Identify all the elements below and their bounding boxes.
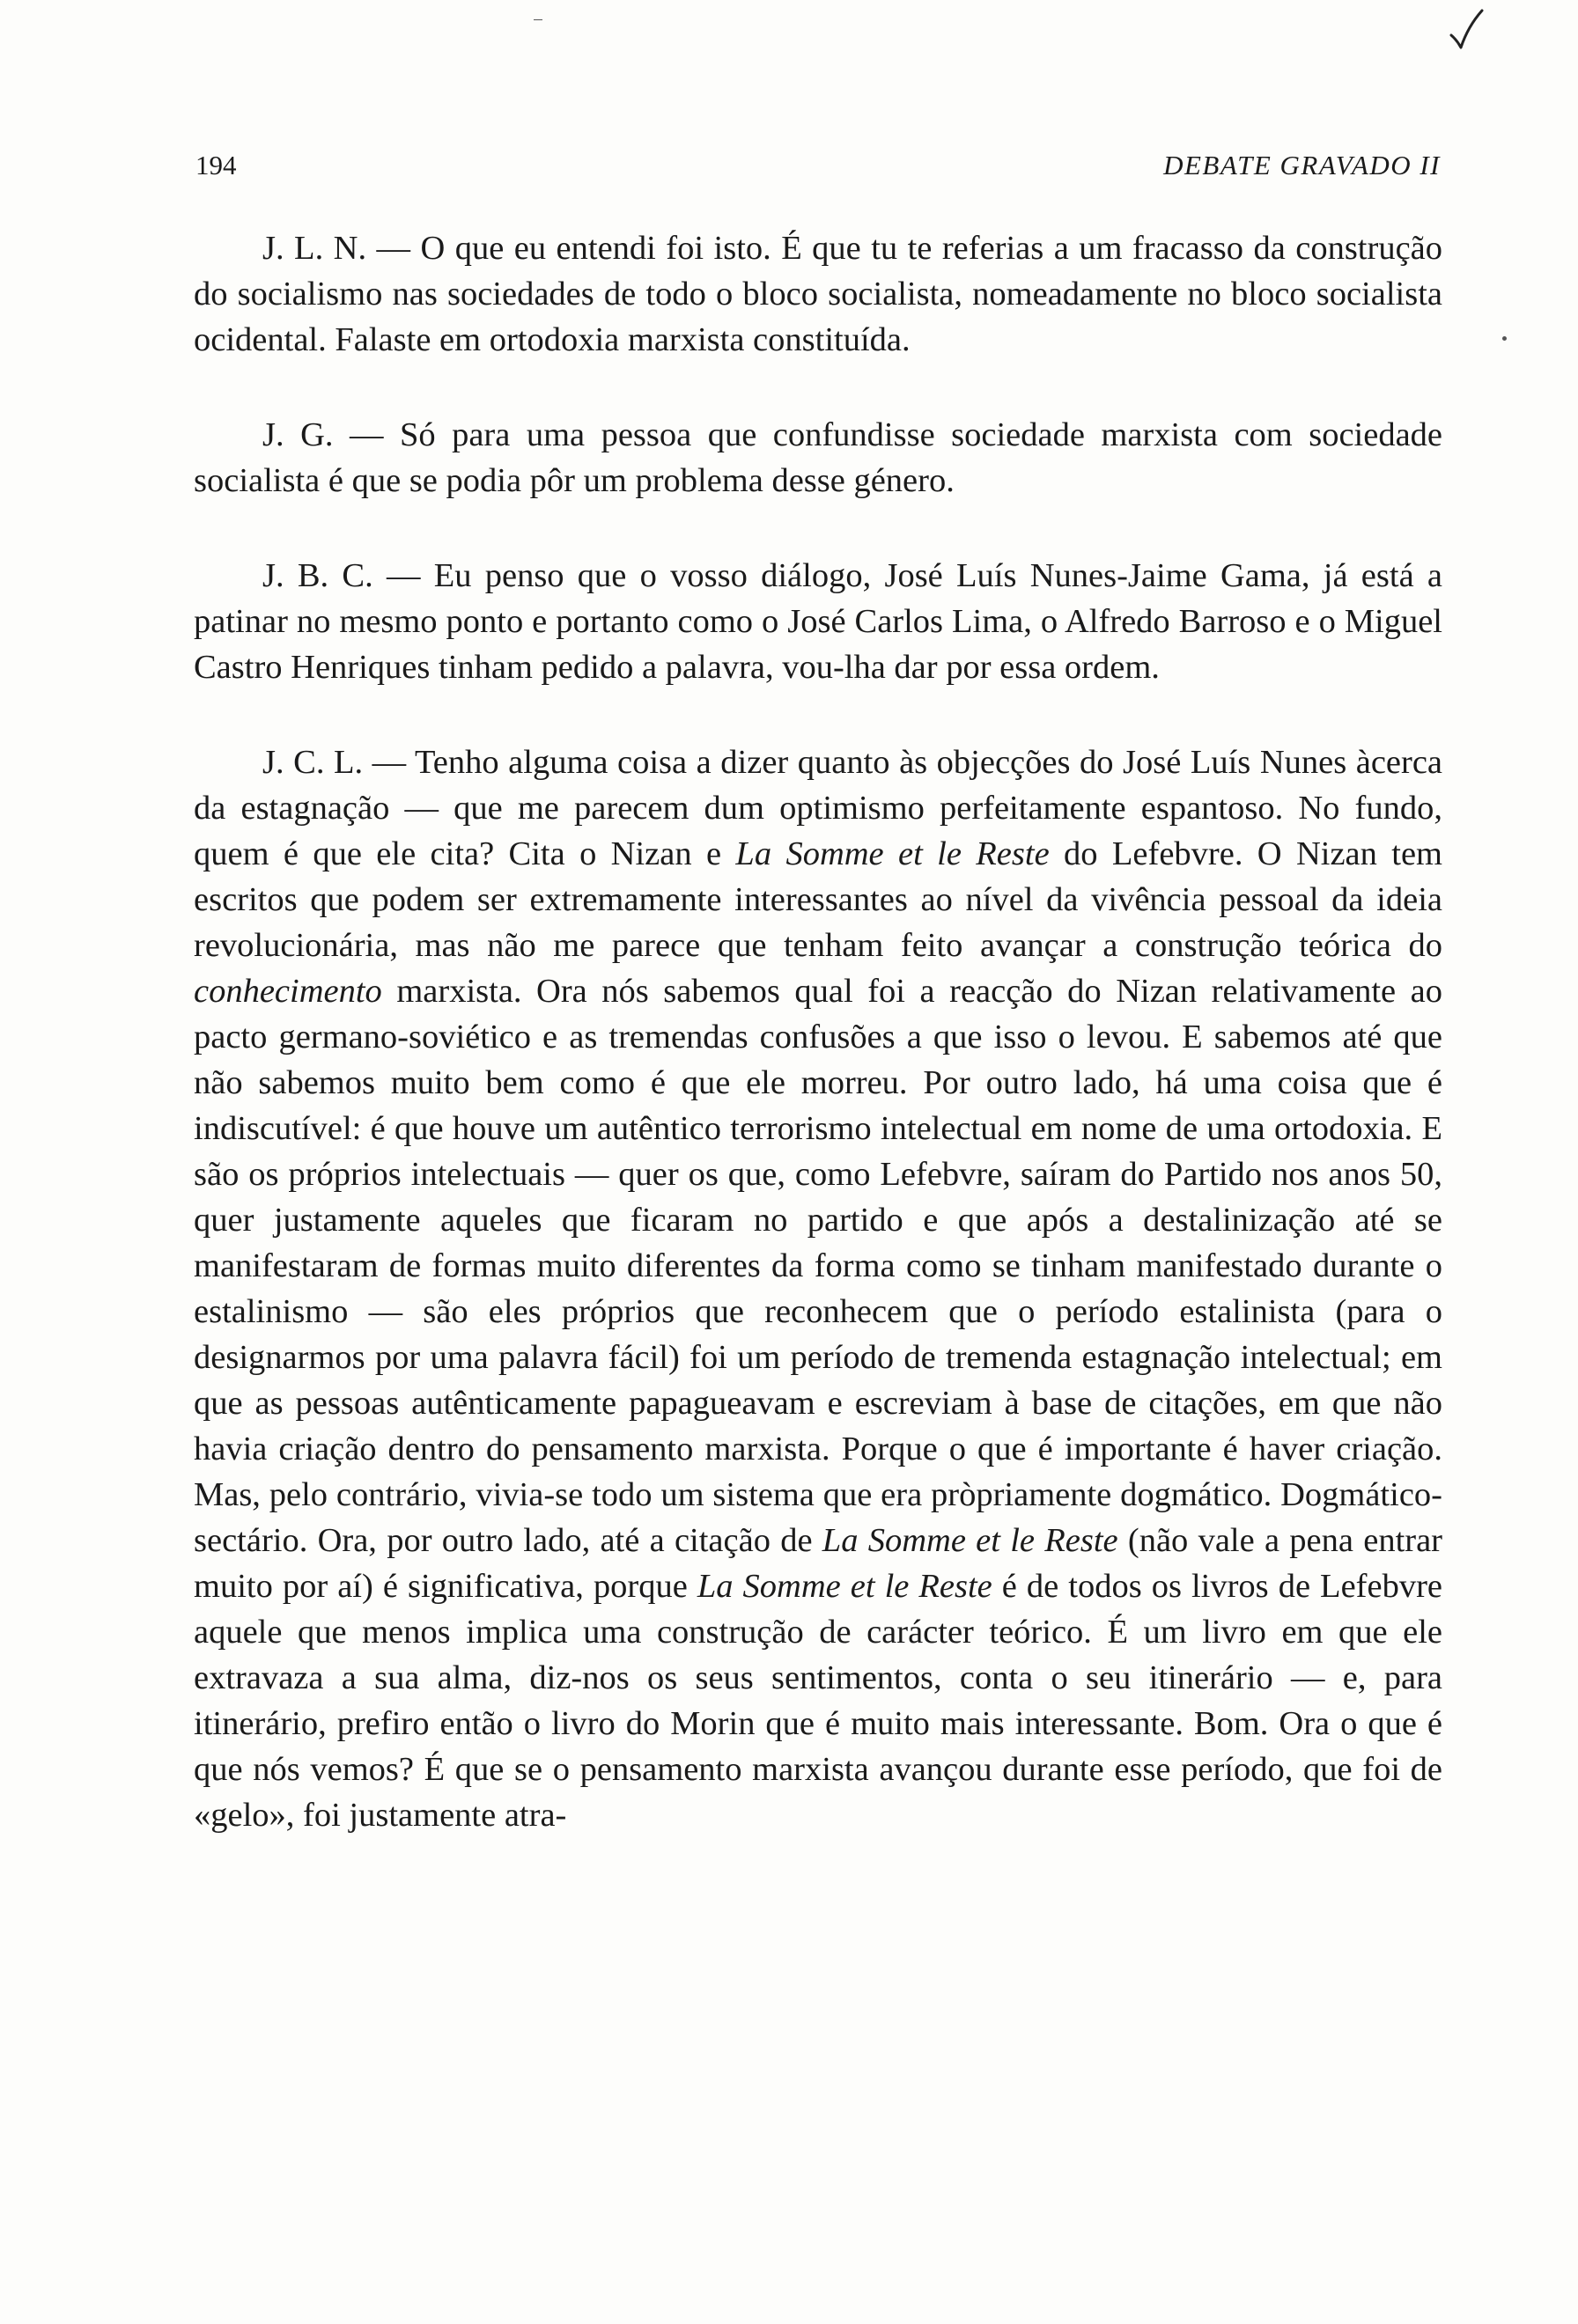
paragraph-text: marxista. Ora nós sabemos qual foi a reacção do Nizan relativamente ao pacto germano-soviético e as tremendas confusões a que isso o levou. E sabemos até que não sabemos muito bem como é que ele morreu. Por outro lado, há uma coisa que é indiscutível: é que houve um autêntico terrorismo intelectual em nome de uma ortodoxia. E são os próprios intelectuais — quer os que, como Lefebvre, saíram do Partido nos anos 50, quer justamente aqueles que ficaram no partido e que após a destalinização até se manifestaram de formas muito diferentes da forma como se tinham manifestado durante o estalinismo — são eles próprios que reconhecem que o período estalinista (para o designarmos por uma palavra fácil) foi um período de tremenda estagnação intelectual; em que as pessoas autênticamente papagueavam e escreviam à base de citações, em que não havia criação dentro do pensamento marxista. Porque o que é importante é haver criação. Mas, pelo contrário, vivia-se todo um sistema que era pròpriamente dogmático. Dogmático-sectário. Ora, por outro lado, até a citação de — [194, 973, 1442, 1559]
book-title: La Somme et le Reste — [697, 1568, 992, 1605]
paragraph-jln — [194, 225, 1442, 363]
paragraph-jbc — [194, 553, 1442, 690]
scan-speck — [534, 19, 542, 20]
book-title: La Somme et le Reste — [735, 835, 1050, 872]
body-text — [194, 225, 1442, 1838]
paragraph-text: J. L. N. — O que eu entendi foi isto. É que tu te referias a um fracasso da construção do socialismo nas sociedades de todo o bloco socialista, nomeadamente no bloco socialista ocidental. Falaste em ortodoxia marxista constituída. — [194, 230, 1442, 358]
paragraph-text: (não vale a pena entrar muito por aí) é significativa, porque — [194, 1522, 1442, 1605]
emphasis-text: conhecimento — [194, 973, 382, 1010]
paragraph-text: J. C. L. — Tenho alguma coisa a dizer quanto às objecções do José Luís Nunes àcerca da estagnação — que me parecem dum optimismo perfeitamente espantoso. No fundo, quem é que ele cita? Cita o Nizan e — [194, 744, 1442, 872]
book-title: La Somme et le Reste — [822, 1522, 1118, 1559]
paragraph-text: J. B. C. — Eu penso que o vosso diálogo, José Luís Nunes-Jaime Gama, já está a patinar no mesmo ponto e portanto como o José Carlos Lima, o Alfredo Barroso e o Miguel Castro Henriques tinham pedido a palavra, vou-lha dar por essa ordem. — [194, 557, 1442, 686]
paragraph-text: J. G. — Só para uma pessoa que confundisse sociedade marxista com sociedade socialista é que se podia pôr um problema desse género. — [194, 416, 1442, 499]
paragraph-jg — [194, 412, 1442, 504]
running-title: DEBATE GRAVADO II — [1163, 150, 1441, 180]
scan-speck — [1502, 336, 1507, 341]
paragraph-text: do Lefebvre. O Nizan tem escritos que podem ser extremamente interessantes ao nível da vivência pessoal da ideia revolucionária, mas não me parece que tenham feito avançar a construção teórica do — [194, 835, 1442, 964]
page-number: 194 — [195, 150, 237, 180]
check-mark-icon — [1449, 7, 1484, 51]
running-head — [195, 148, 1441, 183]
paragraph-jcl — [194, 739, 1442, 1838]
paragraph-text: é de todos os livros de Lefebvre aquele que menos implica uma construção de carácter teórico. É um livro em que ele extravaza a sua alma, diz-nos os seus sentimentos, conta o seu itinerário — e, para itinerário, prefiro então o livro do Morin que é muito mais interessante. Bom. Ora o que é que nós vemos? É que se o pensamento marxista avançou durante esse período, que foi de «gelo», foi justamente atra- — [194, 1568, 1442, 1834]
